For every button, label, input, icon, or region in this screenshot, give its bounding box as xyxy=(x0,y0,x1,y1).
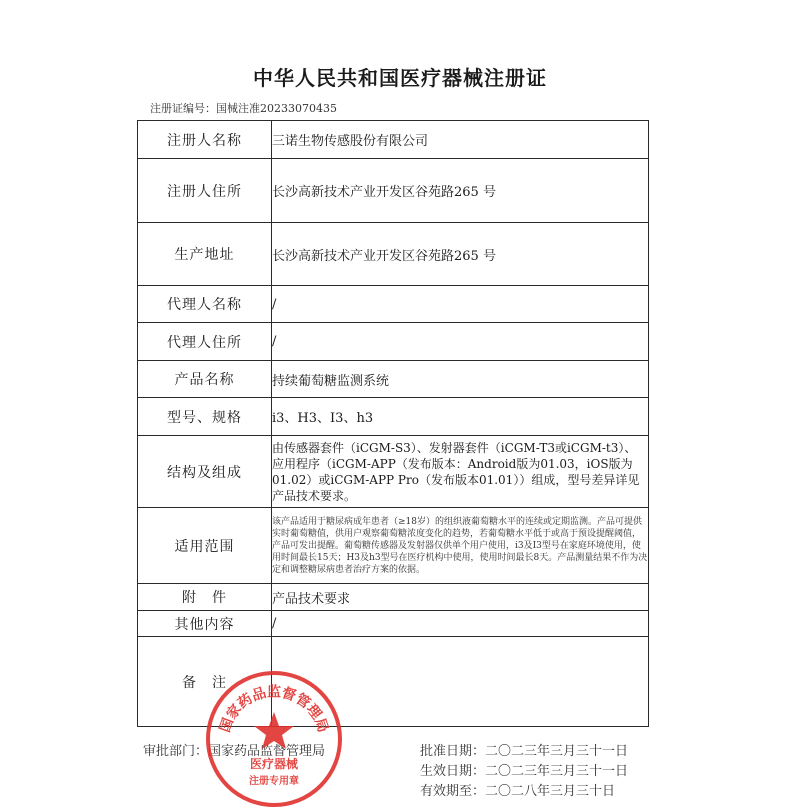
registration-number: 注册证编号：国械注准20233070435 xyxy=(150,102,337,115)
label-product-name: 产品名称 xyxy=(138,361,272,398)
table-row xyxy=(138,584,649,611)
seal-star-icon xyxy=(254,712,294,749)
table-row xyxy=(138,611,649,637)
value-product-name: 持续葡萄糖监测系统 xyxy=(272,361,649,398)
certificate-title: 中华人民共和国医疗器械注册证 xyxy=(253,66,547,90)
label-agent-name: 代理人名称 xyxy=(138,286,272,323)
label-model-spec: 型号、规格 xyxy=(138,398,272,436)
label-attachment: 附 件 xyxy=(138,584,272,611)
value-registrant-address: 长沙高新技术产业开发区谷苑路265 号 xyxy=(272,159,649,223)
approval-date: 批准日期：二〇二三年三月三十一日 xyxy=(420,744,629,759)
table-row xyxy=(138,508,649,584)
approving-department: 审批部门：国家药品监督管理局 xyxy=(143,744,326,759)
label-production-address: 生产地址 xyxy=(138,223,272,286)
table-row xyxy=(138,223,649,286)
effective-date: 生效日期：二〇二三年三月三十一日 xyxy=(420,764,629,779)
seal-line1: 医疗器械 xyxy=(249,757,299,771)
value-agent-name: / xyxy=(272,286,649,323)
value-production-address: 长沙高新技术产业开发区谷苑路265 号 xyxy=(272,223,649,286)
value-model-spec: i3、H3、I3、h3 xyxy=(272,398,649,436)
value-agent-address: / xyxy=(272,323,649,361)
table-row xyxy=(138,436,649,508)
label-registrant-address: 注册人住所 xyxy=(138,159,272,223)
table-row xyxy=(138,323,649,361)
value-other-content: / xyxy=(272,611,649,637)
seal-arc-text: 国家药品监督管理局 xyxy=(217,684,331,735)
label-registrant-name: 注册人名称 xyxy=(138,121,272,159)
table-row xyxy=(138,286,649,323)
label-scope: 适用范围 xyxy=(138,508,272,584)
table-row xyxy=(138,398,649,436)
label-structure: 结构及组成 xyxy=(138,436,272,508)
value-structure: 由传感器套件（iCGM-S3）、发射器套件（iCGM-T3或iCGM-t3）、应用程序（iCGM-APP（发布版本：Android版为01.03，iOS版为01.02）或iCGM-APP Pro（发布版本01.01））组成，型号差异详见产品技术要求。 xyxy=(272,436,649,508)
value-attachment: 产品技术要求 xyxy=(272,584,649,611)
label-other-content: 其他内容 xyxy=(138,611,272,637)
certificate-table xyxy=(137,120,649,727)
label-agent-address: 代理人住所 xyxy=(138,323,272,361)
expiry-date: 有效期至：二〇二八年三月三十日 xyxy=(420,784,616,799)
table-row xyxy=(138,361,649,398)
seal-line2: 注册专用章 xyxy=(249,776,299,787)
table-row xyxy=(138,159,649,223)
label-remarks: 备 注 xyxy=(138,637,272,727)
value-registrant-name: 三诺生物传感股份有限公司 xyxy=(272,121,649,159)
table-row xyxy=(138,121,649,159)
official-seal xyxy=(203,668,345,810)
value-scope: 该产品适用于糖尿病成年患者（≥18岁）的组织液葡萄糖水平的连续或定期监测。产品可提供实时葡萄糖值，供用户观察葡萄糖浓度变化的趋势，若葡萄糖水平低于或高于预设提醒阈值，产品可发出提醒。葡萄糖传感器及发射器仅供单个用户使用，i3及I3型号在家庭环境使用，使用时间最长15天；H3及h3型号在医疗机构中使用，使用时间最长8天。产品测量结果不作为决定和调整糖尿病患者治疗方案的依据。 xyxy=(272,508,649,584)
